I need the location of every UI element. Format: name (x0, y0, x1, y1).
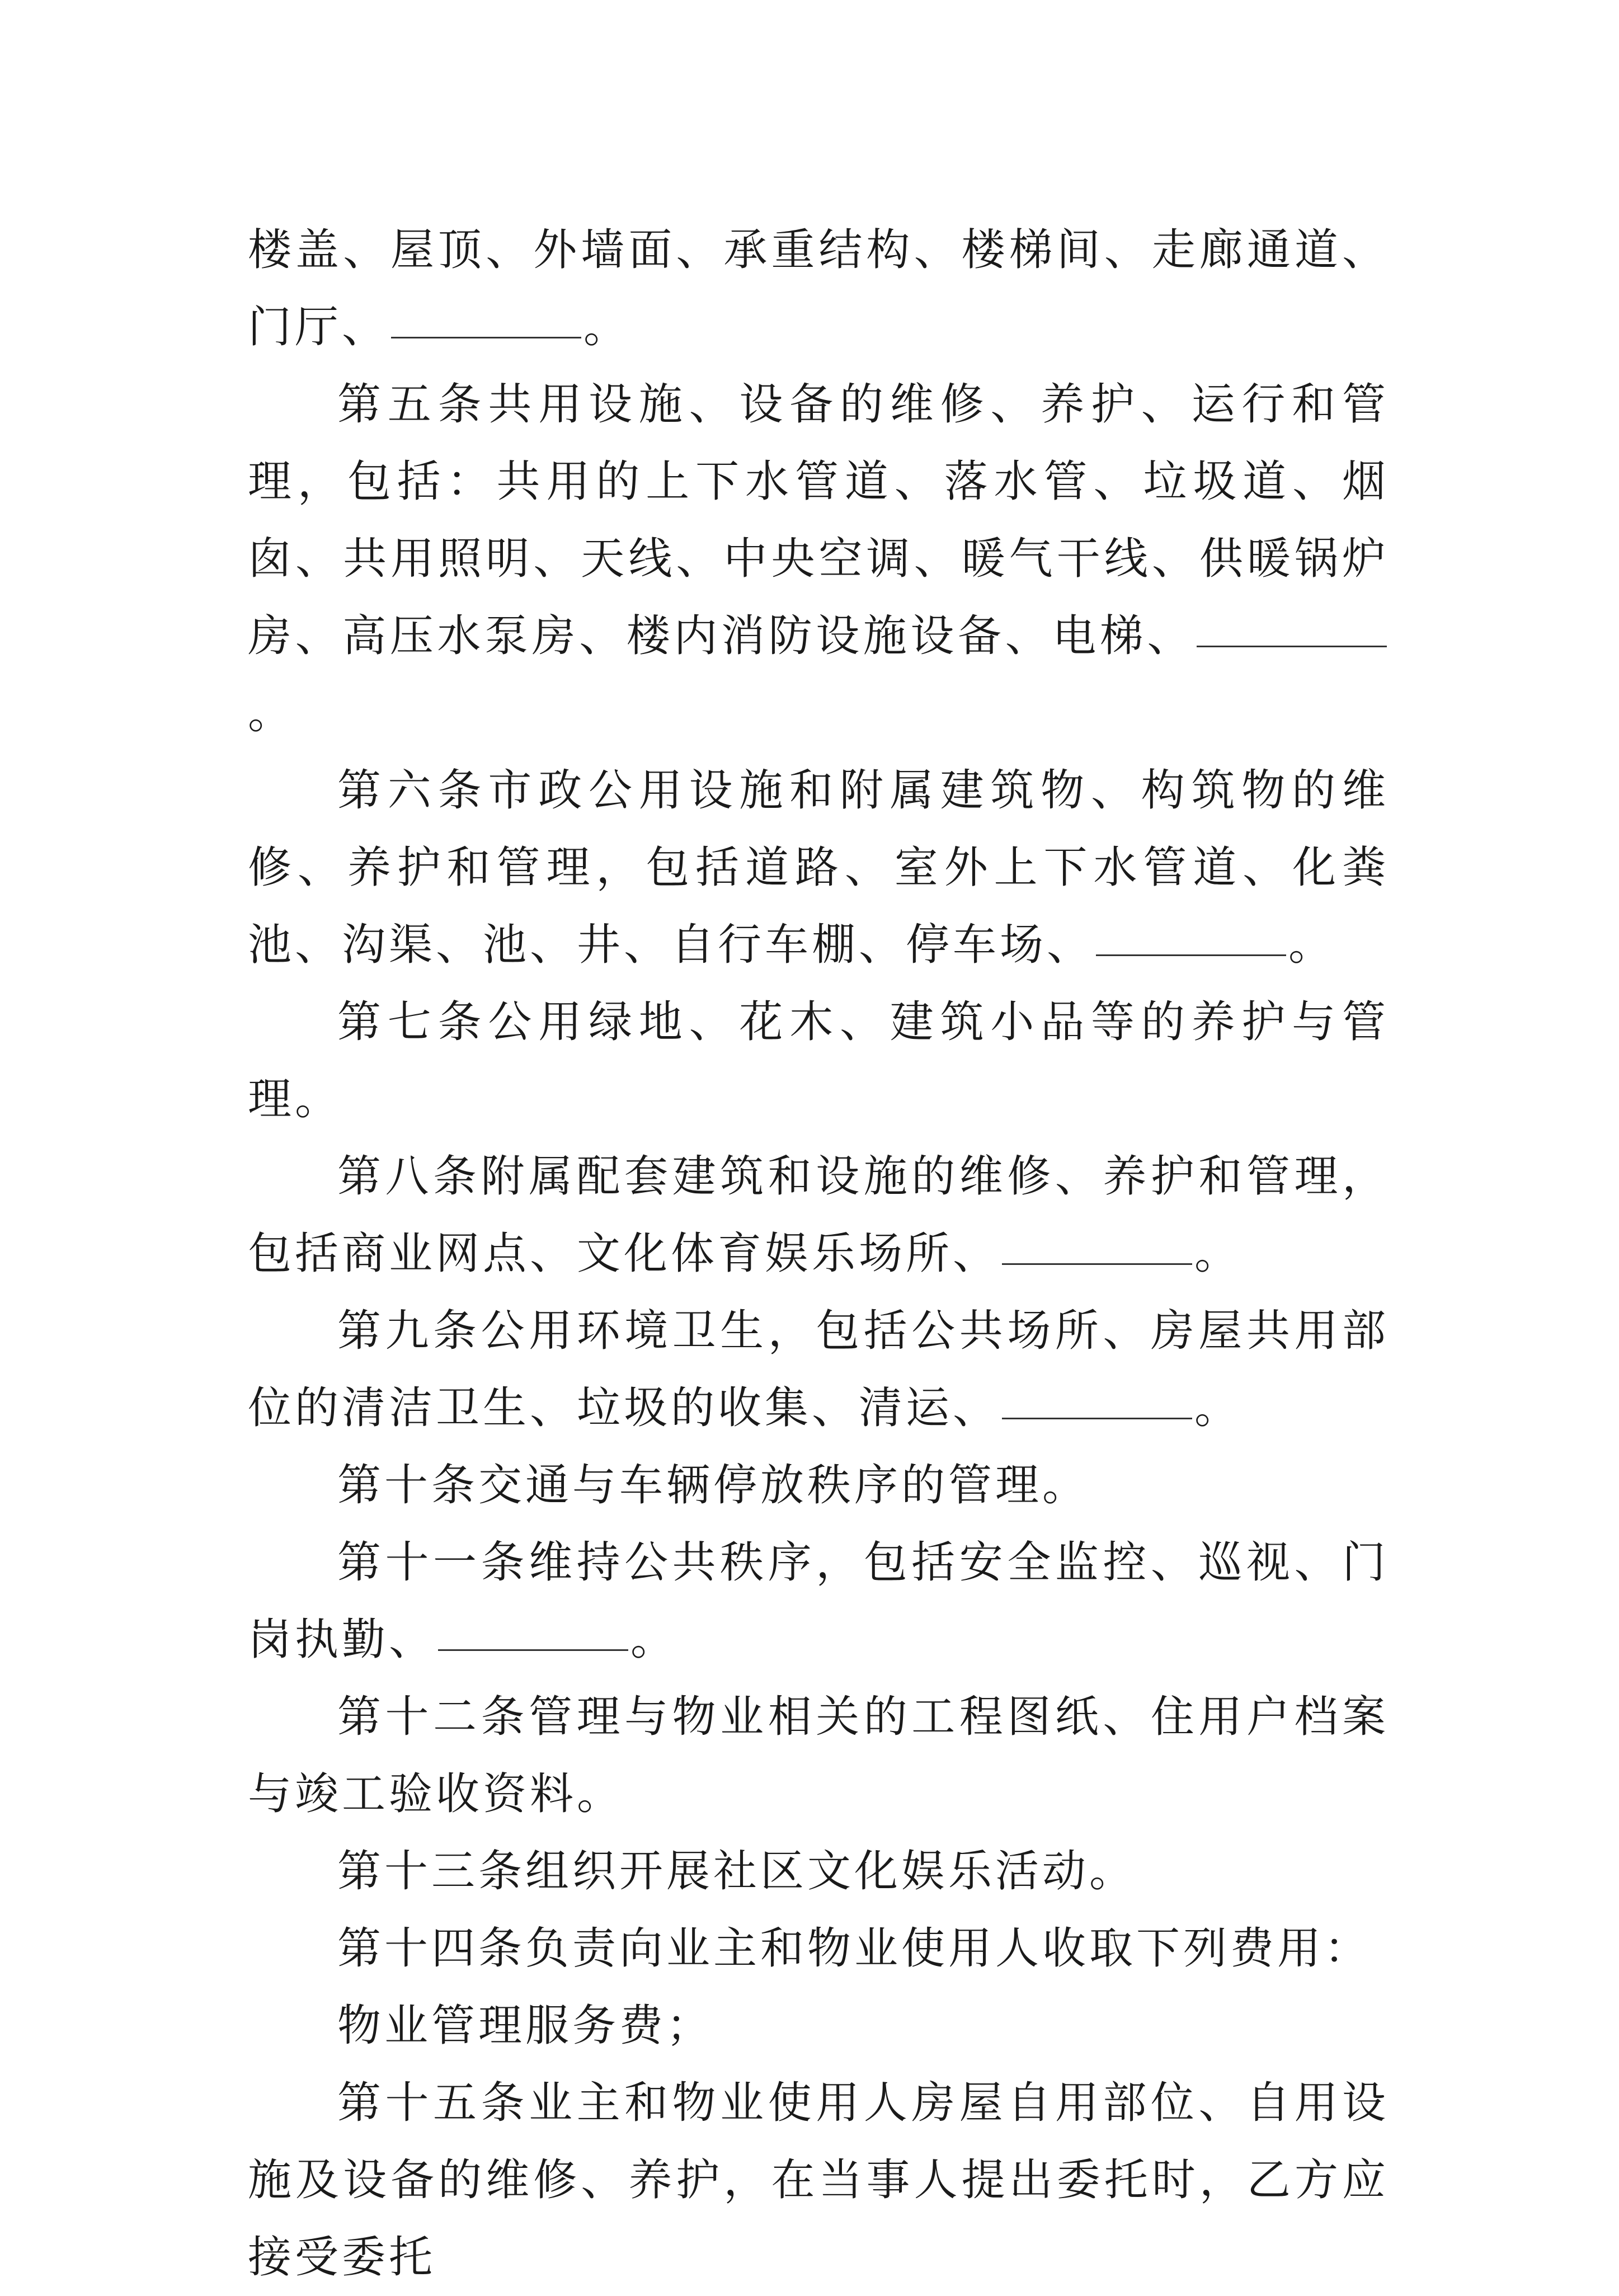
document-body (248, 211, 1389, 2296)
article-9 (248, 1292, 1389, 1447)
fill-in-blank (438, 1649, 628, 1651)
fill-in-blank (391, 336, 581, 338)
article-11-end: 。 (630, 1615, 678, 1665)
article-5-end: 。 (248, 688, 295, 738)
paragraph-1-end: 。 (583, 302, 631, 352)
article-6 (248, 752, 1389, 984)
article-12-text: 第十二条管理与物业相关的工程图纸、住用户档案与竣工验收资料。 (248, 1692, 1389, 1819)
article-7 (248, 984, 1389, 1138)
paragraph-1 (248, 211, 1389, 366)
fee-item (248, 1987, 1389, 2064)
article-5-text: 第五条共用设施、设备的维修、养护、运行和管理，包括：共用的上下水管道、落水管、垃圾道、烟囱、共用照明、天线、中央空调、暖气干线、供暖锅炉房、高压水泵房、楼内消防设施设备、电梯、 (248, 379, 1389, 661)
article-5 (248, 366, 1389, 752)
paragraph-1-text: 楼盖、屋顶、外墙面、承重结构、楼梯间、走廊通道、门厅、 (248, 225, 1389, 352)
fee-item-text: 物业管理服务费； (337, 2001, 714, 2051)
article-9-text: 第九条公用环境卫生，包括公共场所、房屋共用部位的清洁卫生、垃圾的收集、清运、 (248, 1306, 1389, 1433)
article-8-end: 。 (1194, 1229, 1242, 1279)
article-14 (248, 1910, 1389, 1987)
article-6-text: 第六条市政公用设施和附属建筑物、构筑物的维修、养护和管理，包括道路、室外上下水管道、化粪池、沟渠、池、井、自行车棚、停车场、 (248, 765, 1389, 970)
article-15-text: 第十五条业主和物业使用人房屋自用部位、自用设施及设备的维修、养护，在当事人提出委托时，乙方应接受委托 (248, 2078, 1389, 2283)
article-8-text: 第八条附属配套建筑和设施的维修、养护和管理，包括商业网点、文化体育娱乐场所、 (248, 1151, 1389, 1279)
article-15 (248, 2064, 1389, 2296)
article-13 (248, 1833, 1389, 1910)
article-13-text: 第十三条组织开展社区文化娱乐活动。 (337, 1846, 1137, 1897)
article-11-text: 第十一条维持公共秩序，包括安全监控、巡视、门岗执勤、 (248, 1537, 1389, 1665)
fill-in-blank (1002, 1417, 1192, 1419)
article-6-end: 。 (1288, 920, 1336, 970)
article-7-text: 第七条公用绿地、花木、建筑小品等的养护与管理。 (248, 997, 1389, 1125)
article-11 (248, 1524, 1389, 1678)
article-14-text: 第十四条负责向业主和物业使用人收取下列费用： (337, 1923, 1372, 1974)
article-9-end: 。 (1194, 1383, 1242, 1433)
article-10 (248, 1447, 1389, 1524)
fill-in-blank (1197, 645, 1387, 647)
article-10-text: 第十条交通与车辆停放秩序的管理。 (337, 1460, 1090, 1511)
article-12 (248, 1678, 1389, 1833)
fill-in-blank (1096, 954, 1286, 956)
article-8 (248, 1138, 1389, 1292)
fill-in-blank (1002, 1263, 1192, 1265)
